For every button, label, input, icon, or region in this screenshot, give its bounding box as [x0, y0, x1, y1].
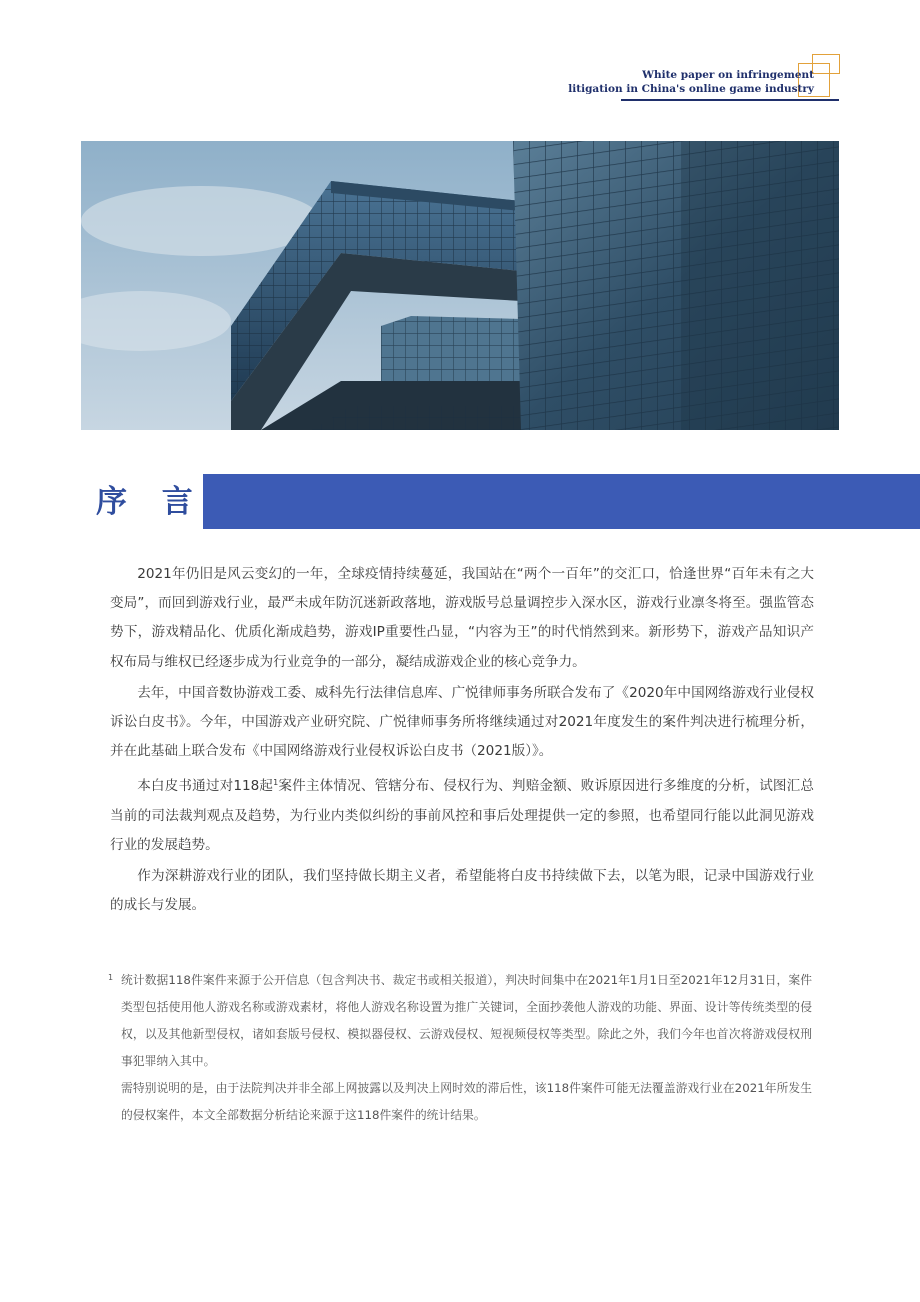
hero-image	[81, 141, 839, 430]
header-title-line2: litigation in China's online game industry	[568, 83, 814, 95]
paragraph: 作为深耕游戏行业的团队，我们坚持做长期主义者，希望能将白皮书持续做下去，以笔为眼，记录中国游戏行业的成长与发展。	[110, 868, 814, 914]
footnote-note: 需特别说明的是，由于法院判决并非全部上网披露以及判决上网时效的滞后性，该118件案件可能无法覆盖游戏行业在2021年所发生的侵权案件，本文全部数据分析结论来源于这118件案件的统计结果。	[121, 1081, 812, 1122]
footnote	[110, 967, 812, 1129]
paragraph-text: 案件主体情况、管辖分布、侵权行为、判赔金额、败诉原因进行多维度的分析，试图汇总当前的司法裁判观点及趋势，为行业内类似纠纷的事前风控和事后处理提供一定的参照，也希望同行能以此洞见游戏行业的发展趋势。	[110, 778, 814, 853]
paragraph: 2021年仍旧是风云变幻的一年，全球疫情持续蔓延，我国站在“两个一百年”的交汇口，恰逢世界“百年未有之大变局”，而回到游戏行业，最严未成年防沉迷新政落地，游戏版号总量调控步入深水区，游戏行业凛冬将至。强监管态势下，游戏精品化、优质化渐成趋势，游戏IP重要性凸显，“内容为王”的时代悄然到来。新形势下，游戏产品知识产权布局与维权已经逐步成为行业竞争的一部分，凝结成游戏企业的核心竞争力。	[110, 566, 814, 670]
header-title-line1: White paper on infringement	[642, 69, 814, 81]
preface-body	[110, 560, 814, 920]
footnote-reference[interactable]: 1	[273, 778, 279, 788]
building-photo-icon	[81, 141, 839, 430]
footnote-text: 统计数据118件案件来源于公开信息（包含判决书、裁定书或相关报道），判决时间集中在2021年1月1日至2021年12月31日，案件类型包括使用他人游戏名称或游戏素材，将他人游戏名称设置为推广关键词，全面抄袭他人游戏的功能、界面、设计等传统类型的侵权，以及其他新型侵权，诸如套版号侵权、模拟器侵权、云游戏侵权、短视频侵权等类型。除此之外，我们今年也首次将游戏侵权刑事犯罪纳入其中。	[121, 973, 812, 1068]
paragraph-text: 本白皮书通过对118起	[137, 778, 274, 795]
paragraph: 去年，中国音数协游戏工委、威科先行法律信息库、广悦律师事务所联合发布了《2020年中国网络游戏行业侵权诉讼白皮书》。今年，中国游戏产业研究院、广悦律师事务所将继续通过对2021年度发生的案件判决进行梳理分析，并在此基础上联合发布《中国网络游戏行业侵权诉讼白皮书（2021版）》。	[110, 684, 814, 760]
footnote-mark: 1	[108, 973, 114, 982]
header-divider	[621, 99, 839, 101]
running-header	[568, 68, 814, 96]
section-title: 序 言	[96, 484, 205, 520]
section-title-bar	[203, 474, 920, 529]
paragraph	[110, 768, 814, 860]
